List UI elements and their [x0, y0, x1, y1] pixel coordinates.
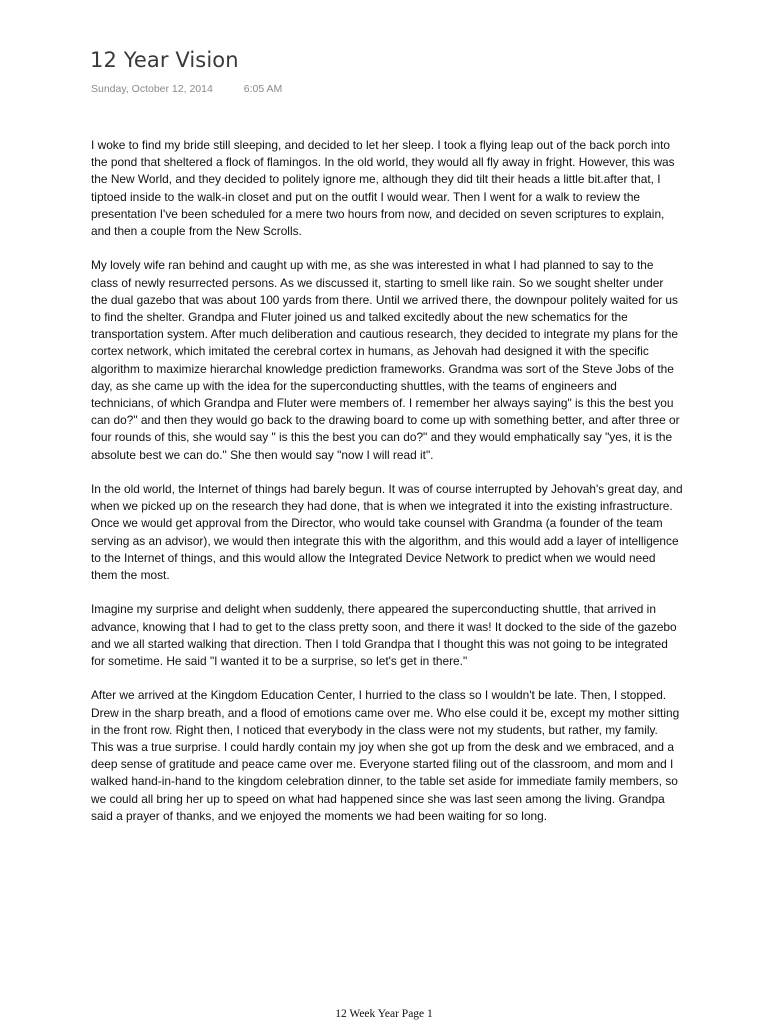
note-meta	[91, 83, 282, 95]
paragraph: After we arrived at the Kingdom Education Center, I hurried to the class so I wouldn't be late. Then, I stopped. Drew in the sharp breath, and a flood of emotions came over me. Who else could it be, except my mother sitting in the front row. Right then, I noticed that everybody in the class were not my students, but rather, my family. This was a true surprise. I could hardly contain my joy when she got up from the desk and we embraced, and a deep sense of gratitude and peace came over me. Everyone started filing out of the classroom, and mom and I walked hand-in-hand to the kingdom celebration dinner, to the table set aside for immediate family members, so we could all bring her up to speed on what had happened since she was last seen among the living. Grandpa said a prayer of thanks, and we enjoyed the moments we had been waiting for so long.	[91, 688, 680, 823]
paragraph: In the old world, the Internet of things had barely begun. It was of course interrupted by Jehovah's great day, and when we picked up on the research they had done, that is when we integrated it into the existing infrastructure. Once we would get approval from the Director, who would take counsel with Grandma (a founder of the team serving as an advisor), we would then integrate this with the algorithm, and this would add a layer of intelligence to the Internet of things, and this would allow the Integrated Device Network to predict when we would need them the most.	[91, 482, 683, 583]
note-time: 6:05 AM	[243, 83, 283, 95]
note-body	[91, 137, 683, 842]
paragraph: I woke to find my bride still sleeping, and decided to let her sleep. I took a flying leap out of the back porch into the pond that sheltered a flock of flamingos. In the old world, they would all fly away in fright. However, this was the New World, and they decided to politely ignore me, although they did tilt their heads a little bit.after that, I tiptoed inside to the walk-in closet and put on the outfit I would wear. Then I went for a walk to review the presentation I've been scheduled for a mere two hours from now, and decided on seven scriptures to explain, and then a couple from the New Scrolls.	[91, 138, 675, 239]
note-date: Sunday, October 12, 2014	[91, 83, 213, 95]
paragraph: Imagine my surprise and delight when suddenly, there appeared the superconducting shuttle, that arrived in advance, knowing that I had to get to the class pretty soon, and there it was! It docked to the side of the gazebo and we all started walking that direction. Then I told Grandpa that I thought this was not going to be integrated for sometime. He said "I wanted it to be a surprise, so let's get in there."	[91, 602, 677, 669]
page-footer: 12 Week Year Page 1	[335, 1008, 433, 1020]
page-title: 12 Year Vision	[90, 48, 239, 72]
paragraph: My lovely wife ran behind and caught up with me, as she was interested in what I had planned to say to the class of newly resurrected persons. As we discussed it, starting to smell like rain. So we sought shelter under the dual gazebo that was about 100 yards from there. Until we arrived there, the downpour politely waited for us to find the shelter. Grandpa and Fluter joined us and talked excitedly about the new schematics for the transportation system. After much deliberation and cautious research, they decided to integrate my plans for the cortex network, which imitated the cerebral cortex in humans, as Jehovah had designed it with the specific algorithm to maximize hierarchal knowledge prediction frameworks. Grandma was sort of the Steve Jobs of the day, as she came up with the idea for the superconducting shuttles, with the teams of engineers and technicians, of which Grandpa and Fluter were members of. I remember her always saying" is this the best you can do?" and then they would go back to the drawing board to come up with something better, and after three or four rounds of this, she would say " is this the best you can do?" and they would emphatically say "yes, it is the absolute best we can do." She then would say "now I will read it".	[91, 258, 680, 462]
